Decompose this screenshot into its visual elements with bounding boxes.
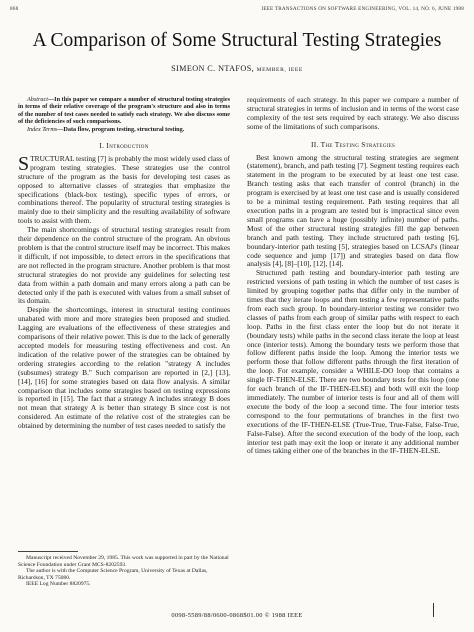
intro-paragraph-3: Despite the shortcomings, interest in structural testing continues unabated with more and more strategies been proposed and studied. Lagging are evaluations of the effectiveness of these strategies and comparisons of their relative power. This is due to the lack of generally accepted models for measuring testing effectiveness and cost. An indication of the relative power of the strategies can be obtained by ordering strategies according to the relation "strategy A includes (subsumes) strategy B." Such comparison are reported in [2,] [13], [14], [16] for some strategies based on data flow analysis. A similar comparison that includes some strategies based on testing expressions is reported in [15]. The fact that a strategy A includes strategy B does not mean that strategy A is better than strategy B since cost is not considered. An estimate of the relative cost of the strategies can be obtained by determining the number of test cases needed to satisfy the: [18, 305, 230, 431]
abstract-lead: Abstract: [27, 96, 48, 103]
footnote-rule: [18, 551, 78, 552]
footnote-log-number: IEEE Log Number 8820975.: [26, 581, 91, 588]
page-number: 868: [10, 6, 19, 12]
section-heading-introduction: I. Introduction: [99, 141, 149, 151]
section-heading-strategies: II. The Testing Strategies: [310, 139, 396, 149]
strategies-paragraph-2: Structured path testing and boundary-interior path testing are restricted versions of path testing in which the number of test cases is limited by grouping together paths that differ only in the number of times that they iterate loops and then testing a few representative paths from each such group. In boundary-interior testing we consider two classes of paths from each group of similar paths with respect to each loop. Paths in the first class enter the loop but do not iterate it (boundary tests) while paths in the second class iterate the loop at least once (interior tests). Among the boundary tests we perform those that follow different paths inside the loop. Among the interior tests we perform those that follow different paths through the first iteration of the loop. For example, consider a WHILE-DO loop that contains a single IF-THEN-ELSE. There are two boundary tests for this loop (one for each branch of the IF-THEN-ELSE) and both will exit the loop immediately. The number of interior tests is four and all of them will execute the body of the loop a second time. The four interior tests correspond to the four permutations of branches in the first two executions of the IF-THEN-ELSE (True-True, True-False, False-True, False-False). After the second execution of the body of the loop, each interior test path may exit the loop or iterate it any additional number of times taking either one of the branches in the IF-THEN-ELSE.: [247, 268, 459, 456]
running-head: [10, 6, 464, 12]
footnote: [18, 555, 230, 588]
index-terms-text: —Data flow, program testing, structural testing.: [57, 125, 185, 133]
right-column: [247, 96, 459, 604]
abstract-text: —In this paper we compare a number of structural testing strategies in terms of their relative coverage of the program's structure and also in terms of the number of test cases needed to satisfy each strategy. We also discuss some of the deficiencies of such comparisons.: [18, 96, 230, 126]
author-membership: MEMBER, IEEE: [256, 67, 303, 73]
footnote-affiliation: The author is with the Computer Science Program, University of Texas at Dallas, Richardson, TX 75080.: [18, 568, 208, 581]
author-line: [0, 64, 474, 73]
copyright-line: 0098-5589/88/0600-0868$01.00 © 1988 IEEE: [171, 612, 303, 619]
intro-paragraph-1: [18, 152, 230, 226]
drop-cap: S: [18, 152, 30, 175]
right-paragraph-1: requirements of each strategy. In this paper we compare a number of structural strategies in terms of inclusion and in terms of the worst case complexity of the test sets required by each strategy. We also discuss some of the limitations of such comparisons.: [247, 96, 459, 131]
intro-paragraph-2: The main shortcomings of structural testing strategies result from their dependence on the control structure of the program. An obvious problem is that the control structure itself may be incorrect. This makes it difficult, if not impossible, to detect errors in the specifications that are not reflected in the program structure. Another problem is that most structural strategies do not provide any guidelines for selecting test data from within a path domain and many errors along a path can be detected only if the path is executed with values from a small subset of its domain.: [18, 225, 230, 306]
author-name: SIMEON C. NTAFOS,: [171, 64, 255, 73]
footnote-manuscript: Manuscript received November 29, 1985. This work was supported in part by the National Science Foundation under Grant MCS-8202593.: [18, 555, 229, 568]
abstract: [18, 96, 230, 126]
strategies-paragraph-1: Best known among the structural testing strategies are segment (statement), branch, and path testing [7]. Segment testing requires each statement in the program to be executed by at least one test case. Branch testing asks that each transfer of control (branch) in the program is exercised by at least one test case and is usually considered to be a minimal testing requirement. Path testing requires that all execution paths in a program are tested but is impractical since even small programs can have a huge (possibly infinite) number of paths. Most of the other structural testing strategies fill the gap between branch and path testing. They include structured path testing [6], boundary-interior path testing [5], strategies based on LCSAJ's (linear code sequence and jump [17]) and strategies based on data flow analysis [4], [8]–[10], [12], [14].: [247, 152, 459, 269]
index-terms: [18, 126, 230, 133]
intro-paragraph-1-text: TRUCTURAL testing [7] is probably the most widely used class of program testing strategies. These strategies use the control structure of the program as the basis for developing test cases as opposed to alternative classes of strategies that emphasize the specifications (black-box testing), specific types of errors, or combinations thereof. The popularity of structural testing strategies is mainly due to their simplicity and the resulting availability of software tools to assist with them.: [18, 153, 230, 226]
margin-mark: [433, 603, 434, 617]
journal-name: IEEE TRANSACTIONS ON SOFTWARE ENGINEERING, VOL. 14, NO. 6, JUNE 1988: [261, 6, 464, 12]
left-column: [18, 96, 230, 604]
index-terms-lead: Index Terms: [27, 125, 58, 133]
paper-title: A Comparison of Some Structural Testing Strategies: [32, 30, 442, 51]
